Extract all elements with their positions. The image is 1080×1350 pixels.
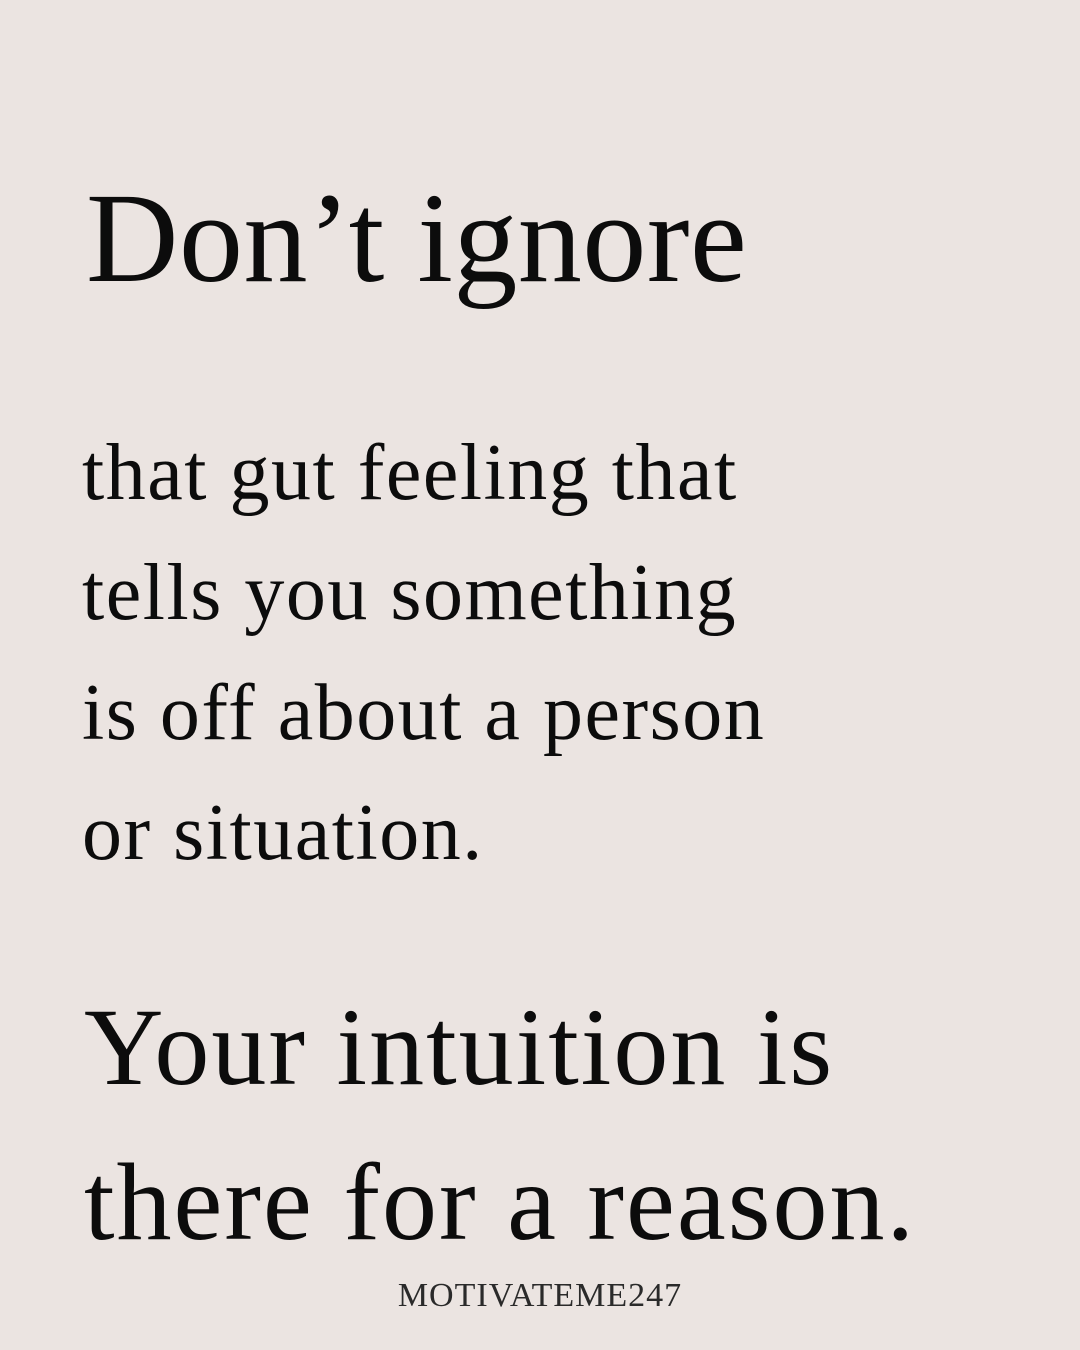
quote-closing <box>84 970 916 1280</box>
quote-body-line: tells you something <box>82 549 738 637</box>
quote-headline: Don’t ignore <box>86 167 748 309</box>
quote-closing-line: there for a reason. <box>84 1141 917 1263</box>
account-handle: MOTIVATEME247 <box>397 1277 683 1314</box>
quote-closing-line: Your intuition is <box>84 986 835 1108</box>
quote-body-line: or situation. <box>82 789 484 877</box>
quote-body-line: is off about a person <box>82 669 766 757</box>
quote-body <box>82 413 765 893</box>
quote-body-line: that gut feeling that <box>82 429 738 517</box>
